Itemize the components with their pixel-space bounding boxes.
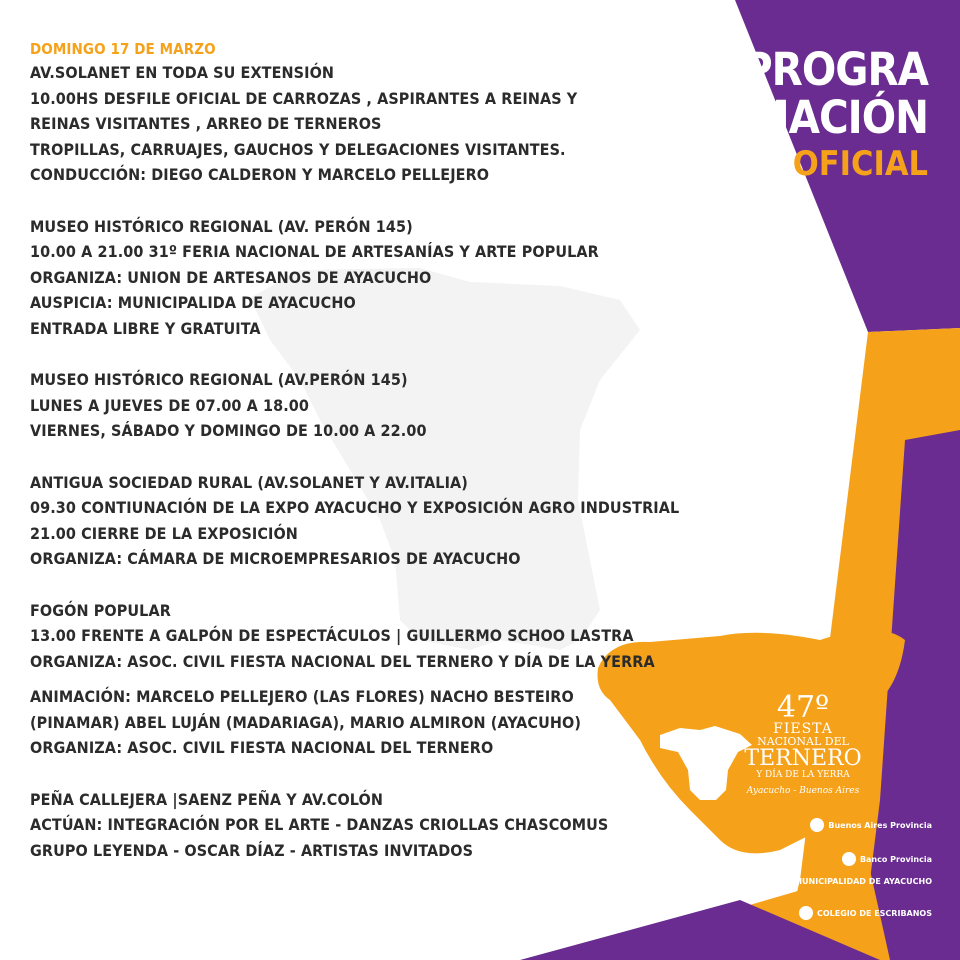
logo-line-fiesta: FIESTA [773, 721, 833, 737]
sponsor-banco-provincia [842, 852, 932, 866]
festival-logo [738, 690, 868, 802]
event-block-4 [30, 470, 680, 572]
event-line: AV.SOLANET EN TODA SU EXTENSIÓN [30, 63, 335, 82]
logo-line-ternero: TERNERO [744, 746, 862, 771]
event-block-5 [30, 598, 655, 675]
event-line: ANTIGUA SOCIEDAD RURAL (AV.SOLANET Y AV.ITALIA) [30, 472, 468, 492]
event-line: 10.00HS DESFILE OFICIAL DE CARROZAS , ASPIRANTES A REINAS Y [30, 88, 578, 108]
event-line: TROPILLAS, CARRUAJES, GAUCHOS Y DELEGACIONES VISITANTES. [30, 139, 566, 159]
event-line: VIERNES, SÁBADO Y DOMINGO DE 10.00 A 22.00 [30, 421, 427, 440]
event-block-7 [30, 787, 630, 864]
sponsor-colegio [799, 906, 932, 920]
event-line: CONDUCCIÓN: DIEGO CALDERON Y MARCELO PELLEJERO [30, 165, 490, 184]
event-line: 13.00 FRENTE A GALPÓN DE ESPECTÁCULOS | GUILLERMO SCHOO LASTRA [30, 626, 634, 645]
event-line: ACTÚAN: INTEGRACIÓN POR EL ARTE - DANZAS CRIOLLAS CHASCOMUS [30, 815, 609, 834]
program-title [743, 43, 928, 186]
logo-line-location: Ayacucho - Buenos Aires [746, 786, 860, 796]
sponsor-label: COLEGIO DE ESCRIBANOS [816, 908, 932, 918]
event-line: REINAS VISITANTES , ARREO DE TERNEROS [30, 114, 382, 133]
sponsor-municipalidad [776, 874, 932, 888]
schedule-content [30, 38, 680, 863]
logo-line-nacional: NACIONAL DEL [757, 735, 849, 748]
event-line: AUSPICIA: MUNICIPALIDA DE AYACUCHO [30, 293, 356, 312]
event-block-1 [30, 60, 630, 188]
event-block-2 [30, 214, 630, 342]
event-line: PEÑA CALLEJERA |SAENZ PEÑA Y AV.COLÓN [30, 789, 383, 809]
logo-edition-number: 47º [776, 690, 830, 725]
event-line: (PINAMAR) ABEL LUJÁN (MADARIAGA), MARIO ALMIRON (AYACUHO) [30, 712, 582, 732]
event-line: MUSEO HISTÓRICO REGIONAL (AV. PERÓN 145) [30, 216, 413, 236]
event-line: ORGANIZA: UNION DE ARTESANOS DE AYACUCHO [30, 267, 432, 287]
event-line: ENTRADA LIBRE Y GRATUITA [30, 318, 261, 338]
event-line: 10.00 A 21.00 31º FERIA NACIONAL DE ARTESANÍAS Y ARTE POPULAR [30, 242, 599, 261]
event-block-3 [30, 367, 630, 444]
sponsor-buenos-aires [810, 818, 932, 832]
logo-line-yerra: Y DÍA DE LA YERRA [756, 770, 850, 780]
date-heading: DOMINGO 17 DE MARZO [30, 40, 216, 58]
municipal-seal-icon [776, 874, 790, 888]
title-line-1: PROGRA [743, 43, 928, 96]
event-line: ORGANIZA: CÁMARA DE MICROEMPRESARIOS DE AYACUCHO [30, 549, 521, 568]
event-line: ORGANIZA: ASOC. CIVIL FIESTA NACIONAL DEL TERNERO Y DÍA DE LA YERRA [30, 651, 655, 671]
sponsor-label: MUNICIPALIDAD DE AYACUCHO [794, 876, 932, 886]
province-map-icon [810, 818, 824, 832]
bank-icon [842, 852, 856, 866]
event-line: 09.30 CONTIUNACIÓN DE LA EXPO AYACUCHO Y EXPOSICIÓN AGRO INDUSTRIAL [30, 498, 680, 517]
event-line: FOGÓN POPULAR [30, 600, 171, 620]
event-line: ANIMACIÓN: MARCELO PELLEJERO (LAS FLORES) NACHO BESTEIRO [30, 687, 574, 706]
title-line-2: MACIÓN [749, 91, 928, 144]
event-block-6 [30, 684, 630, 761]
sponsor-label: Buenos Aires Provincia [828, 820, 932, 830]
event-line: GRUPO LEYENDA - OSCAR DÍAZ - ARTISTAS INVITADOS [30, 840, 474, 860]
event-line: MUSEO HISTÓRICO REGIONAL (AV.PERÓN 145) [30, 370, 408, 389]
sponsor-label: Banco Provincia [859, 854, 932, 864]
event-line: 21.00 CIERRE DE LA EXPOSICIÓN [30, 523, 298, 543]
event-line: ORGANIZA: ASOC. CIVIL FIESTA NACIONAL DEL TERNERO [30, 738, 494, 757]
title-line-3: OFICIAL [792, 144, 928, 184]
notary-seal-icon [799, 906, 813, 920]
event-line: LUNES A JUEVES DE 07.00 A 18.00 [30, 395, 310, 415]
